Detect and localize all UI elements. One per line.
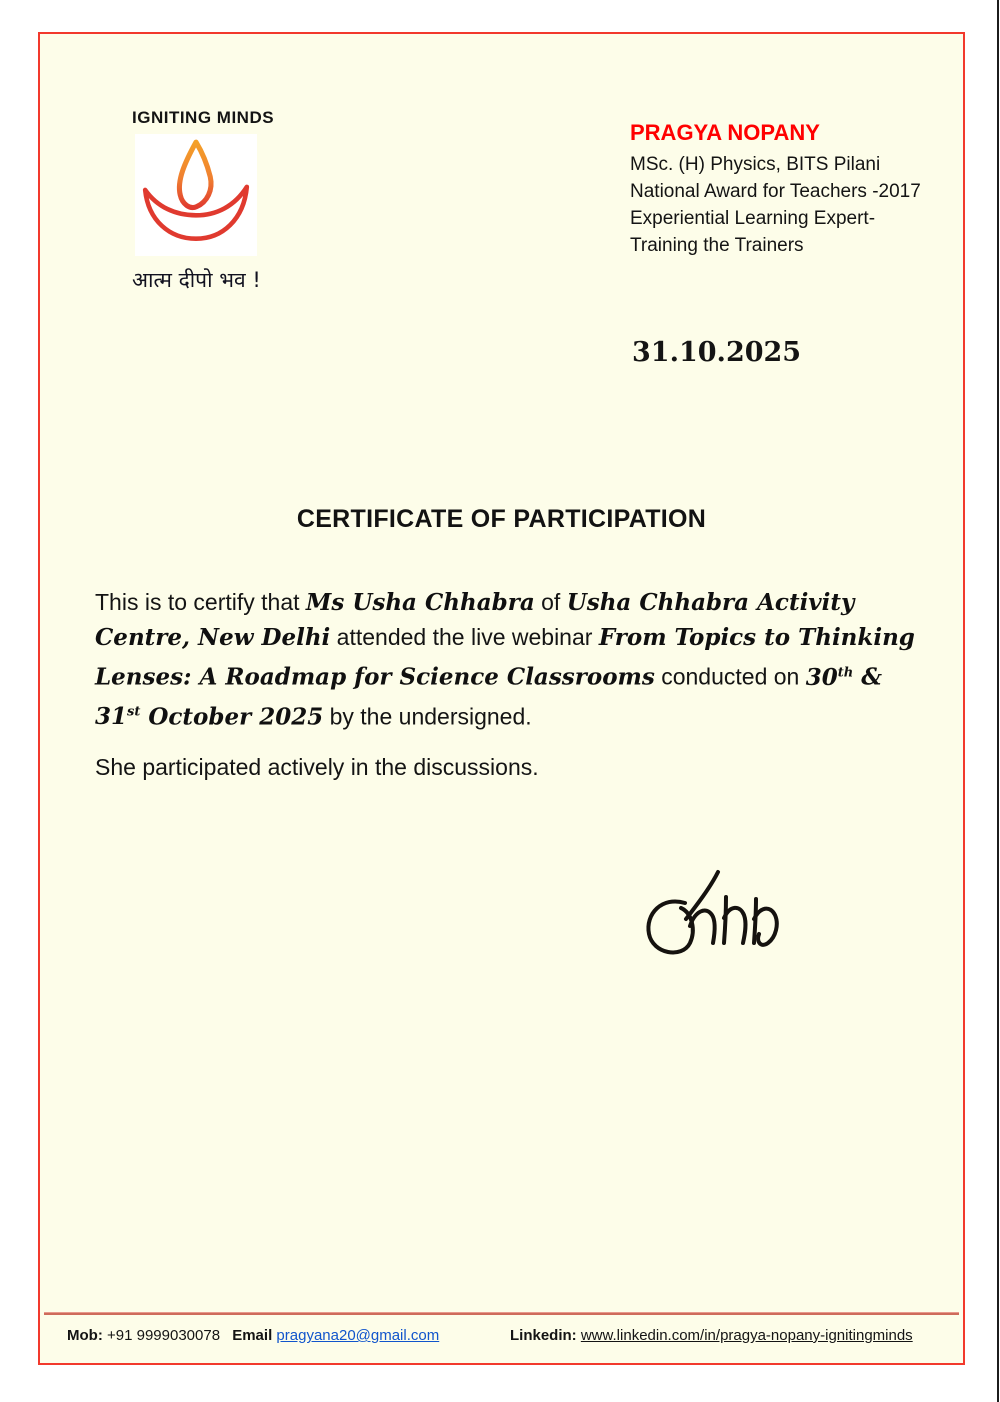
presenter-info bbox=[630, 120, 960, 259]
body-of: of bbox=[534, 589, 567, 615]
footer-linkedin bbox=[510, 1327, 913, 1344]
email-label: Email bbox=[232, 1327, 273, 1344]
footer-divider bbox=[44, 1312, 959, 1315]
certificate-page bbox=[38, 32, 965, 1365]
diya-lamp-graphic bbox=[135, 134, 257, 256]
day2-ordinal: st bbox=[127, 704, 141, 720]
footer-contact bbox=[67, 1327, 439, 1344]
logo-tagline: आत्म दीपो भव ! bbox=[132, 268, 261, 292]
presenter-name: PRAGYA NOPANY bbox=[630, 120, 820, 145]
presenter-credential: Training the Trainers bbox=[630, 235, 804, 256]
mobile-number: +91 9999030078 bbox=[107, 1327, 221, 1344]
day1-ordinal: th bbox=[837, 665, 854, 680]
presenter-credential: MSc. (H) Physics, BITS Pilani bbox=[630, 154, 881, 175]
event-day2: 31st bbox=[95, 703, 141, 731]
organisation-name: Usha Chhabra Activity Centre, New Delhi bbox=[95, 589, 855, 651]
body-ampersand: & bbox=[853, 663, 882, 691]
diya-lamp-icon bbox=[135, 134, 257, 256]
presenter-credential: Experiential Learning Expert- bbox=[630, 208, 876, 229]
handwritten-signature bbox=[638, 862, 798, 972]
webinar-title: From Topics to Thinking Lenses: A Roadmap for Science Classrooms bbox=[95, 624, 915, 691]
page-right-edge bbox=[997, 0, 999, 1402]
certificate-title: CERTIFICATE OF PARTICIPATION bbox=[296, 505, 707, 533]
participation-note: She participated actively in the discussions. bbox=[95, 754, 539, 780]
body-closing: by the undersigned. bbox=[323, 703, 532, 730]
certificate-body-text bbox=[95, 585, 923, 734]
signature-graphic bbox=[638, 862, 798, 972]
event-day1: 30th bbox=[805, 663, 854, 691]
recipient-name: Ms Usha Chhabra bbox=[305, 589, 535, 616]
certificate-date: 31.10.2025 bbox=[632, 337, 802, 368]
event-month-year: October 2025 bbox=[140, 703, 324, 731]
mobile-label: Mob: bbox=[67, 1327, 103, 1344]
body-attended: attended the live webinar bbox=[330, 624, 599, 650]
presenter-credential: National Award for Teachers -2017 bbox=[630, 181, 921, 202]
org-name: IGNITING MINDS bbox=[132, 108, 275, 127]
linkedin-label: Linkedin: bbox=[510, 1327, 577, 1344]
email-link[interactable]: pragyana20@gmail.com bbox=[276, 1327, 440, 1344]
body-conducted-on: conducted on bbox=[654, 663, 806, 690]
linkedin-link[interactable]: www.linkedin.com/in/pragya-nopany-ignitingminds bbox=[580, 1327, 913, 1344]
body-intro: This is to certify that bbox=[95, 589, 306, 615]
